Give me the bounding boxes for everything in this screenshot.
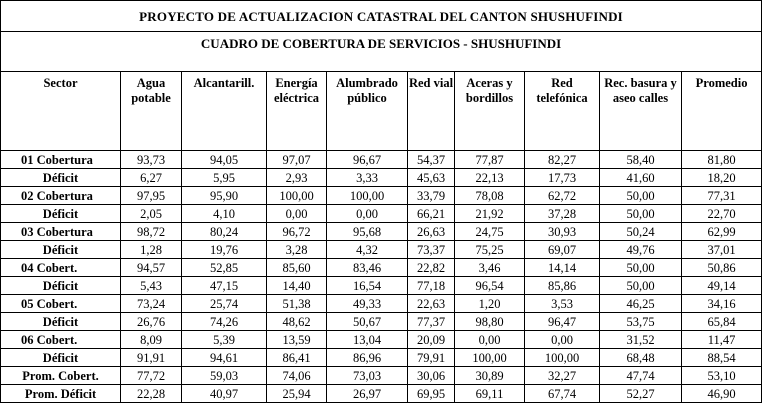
subtitle-row <box>1 32 762 72</box>
table-cell: 86,96 <box>327 349 408 367</box>
table-cell: 1,20 <box>455 295 525 313</box>
table-cell: 79,91 <box>408 349 455 367</box>
table-cell: 77,72 <box>121 367 182 385</box>
table-row <box>1 349 762 367</box>
column-header: Promedio <box>682 72 762 151</box>
table-cell: 8,09 <box>121 331 182 349</box>
table-row <box>1 277 762 295</box>
table-cell: 93,73 <box>121 151 182 169</box>
table-cell: 0,00 <box>525 331 600 349</box>
table-cell: 30,93 <box>525 223 600 241</box>
table-cell: 3,28 <box>267 241 327 259</box>
table-cell: 74,26 <box>182 313 267 331</box>
table-cell: 69,95 <box>408 385 455 403</box>
table-row <box>1 259 762 277</box>
table-row <box>1 223 762 241</box>
table-row <box>1 313 762 331</box>
table-cell: 46,25 <box>600 295 682 313</box>
table-cell: 50,24 <box>600 223 682 241</box>
table-cell: 69,07 <box>525 241 600 259</box>
table-cell: 46,90 <box>682 385 762 403</box>
table-cell: 49,33 <box>327 295 408 313</box>
row-label: 05 Cobert. <box>1 295 121 313</box>
row-label: Déficit <box>1 205 121 223</box>
table-cell: 22,13 <box>455 169 525 187</box>
table-cell: 97,95 <box>121 187 182 205</box>
row-label: Déficit <box>1 241 121 259</box>
row-label: 03 Cobertura <box>1 223 121 241</box>
row-label: 06 Cobert. <box>1 331 121 349</box>
row-label: 04 Cobert. <box>1 259 121 277</box>
table-cell: 3,53 <box>525 295 600 313</box>
column-header-row <box>1 72 762 151</box>
table-cell: 77,87 <box>455 151 525 169</box>
table-cell: 21,92 <box>455 205 525 223</box>
table-cell: 88,54 <box>682 349 762 367</box>
table-cell: 50,00 <box>600 259 682 277</box>
table-body <box>1 151 762 403</box>
table-cell: 94,57 <box>121 259 182 277</box>
table-cell: 13,04 <box>327 331 408 349</box>
document-title: PROYECTO DE ACTUALIZACION CATASTRAL DEL CANTON SHUSHUFINDI <box>1 1 762 32</box>
column-header: Aceras y bordillos <box>455 72 525 151</box>
table-cell: 22,28 <box>121 385 182 403</box>
table-cell: 67,74 <box>525 385 600 403</box>
table-cell: 74,06 <box>267 367 327 385</box>
table-row <box>1 205 762 223</box>
table-cell: 78,08 <box>455 187 525 205</box>
table-cell: 96,47 <box>525 313 600 331</box>
table-cell: 85,60 <box>267 259 327 277</box>
table-cell: 98,72 <box>121 223 182 241</box>
table-cell: 50,00 <box>600 277 682 295</box>
table-cell: 100,00 <box>327 187 408 205</box>
table-cell: 91,91 <box>121 349 182 367</box>
table-cell: 52,85 <box>182 259 267 277</box>
row-label: 02 Cobertura <box>1 187 121 205</box>
table-cell: 77,18 <box>408 277 455 295</box>
table-cell: 11,47 <box>682 331 762 349</box>
table-cell: 2,93 <box>267 169 327 187</box>
table-cell: 50,67 <box>327 313 408 331</box>
table-cell: 6,27 <box>121 169 182 187</box>
table-cell: 22,82 <box>408 259 455 277</box>
table-cell: 22,70 <box>682 205 762 223</box>
table-cell: 31,52 <box>600 331 682 349</box>
table-cell: 50,00 <box>600 205 682 223</box>
table-cell: 24,75 <box>455 223 525 241</box>
table-cell: 95,90 <box>182 187 267 205</box>
table-cell: 53,10 <box>682 367 762 385</box>
row-label: Déficit <box>1 349 121 367</box>
table-cell: 54,37 <box>408 151 455 169</box>
table-row <box>1 151 762 169</box>
table-cell: 82,27 <box>525 151 600 169</box>
table-row <box>1 187 762 205</box>
table-cell: 14,40 <box>267 277 327 295</box>
table-cell: 5,95 <box>182 169 267 187</box>
table-row <box>1 295 762 313</box>
table-cell: 26,76 <box>121 313 182 331</box>
table-cell: 0,00 <box>267 205 327 223</box>
table-cell: 3,46 <box>455 259 525 277</box>
table-cell: 45,63 <box>408 169 455 187</box>
table-cell: 81,80 <box>682 151 762 169</box>
table-row <box>1 367 762 385</box>
row-label: Prom. Cobert. <box>1 367 121 385</box>
row-label: Déficit <box>1 277 121 295</box>
table-cell: 18,20 <box>682 169 762 187</box>
table-cell: 69,11 <box>455 385 525 403</box>
table-cell: 22,63 <box>408 295 455 313</box>
table-cell: 96,72 <box>267 223 327 241</box>
table-cell: 41,60 <box>600 169 682 187</box>
table-cell: 66,21 <box>408 205 455 223</box>
table-cell: 86,41 <box>267 349 327 367</box>
table-cell: 98,80 <box>455 313 525 331</box>
row-label: Déficit <box>1 169 121 187</box>
table-cell: 53,75 <box>600 313 682 331</box>
table-cell: 40,97 <box>182 385 267 403</box>
column-header: Red vial <box>408 72 455 151</box>
table-cell: 25,74 <box>182 295 267 313</box>
table-cell: 0,00 <box>455 331 525 349</box>
table-cell: 16,54 <box>327 277 408 295</box>
column-header: Agua potable <box>121 72 182 151</box>
table-cell: 73,24 <box>121 295 182 313</box>
column-header: Rec. basura y aseo calles <box>600 72 682 151</box>
table-cell: 94,05 <box>182 151 267 169</box>
table-cell: 96,67 <box>327 151 408 169</box>
table-row <box>1 385 762 403</box>
column-header: Red telefónica <box>525 72 600 151</box>
table-cell: 30,06 <box>408 367 455 385</box>
title-row <box>1 1 762 32</box>
table-cell: 52,27 <box>600 385 682 403</box>
row-label: Déficit <box>1 313 121 331</box>
table-cell: 25,94 <box>267 385 327 403</box>
table-cell: 47,74 <box>600 367 682 385</box>
table-cell: 33,79 <box>408 187 455 205</box>
table-cell: 65,84 <box>682 313 762 331</box>
table-cell: 85,86 <box>525 277 600 295</box>
table-cell: 97,07 <box>267 151 327 169</box>
table-cell: 0,00 <box>327 205 408 223</box>
row-label: Prom. Déficit <box>1 385 121 403</box>
table-row <box>1 331 762 349</box>
table-cell: 96,54 <box>455 277 525 295</box>
table-cell: 37,01 <box>682 241 762 259</box>
table-cell: 77,37 <box>408 313 455 331</box>
table-row <box>1 241 762 259</box>
column-header: Alcantarill. <box>182 72 267 151</box>
table-cell: 95,68 <box>327 223 408 241</box>
table-cell: 83,46 <box>327 259 408 277</box>
table-cell: 2,05 <box>121 205 182 223</box>
table-cell: 50,86 <box>682 259 762 277</box>
table-subtitle: CUADRO DE COBERTURA DE SERVICIOS - SHUSHUFINDI <box>1 32 762 72</box>
table-cell: 100,00 <box>455 349 525 367</box>
table-cell: 49,76 <box>600 241 682 259</box>
table-cell: 4,10 <box>182 205 267 223</box>
table-cell: 58,40 <box>600 151 682 169</box>
table-cell: 30,89 <box>455 367 525 385</box>
table-cell: 100,00 <box>525 349 600 367</box>
table-cell: 20,09 <box>408 331 455 349</box>
column-header: Sector <box>1 72 121 151</box>
table-cell: 50,00 <box>600 187 682 205</box>
table-cell: 73,03 <box>327 367 408 385</box>
table-cell: 37,28 <box>525 205 600 223</box>
table-cell: 32,27 <box>525 367 600 385</box>
table-cell: 19,76 <box>182 241 267 259</box>
table-cell: 75,25 <box>455 241 525 259</box>
table-cell: 4,32 <box>327 241 408 259</box>
table-cell: 80,24 <box>182 223 267 241</box>
table-cell: 68,48 <box>600 349 682 367</box>
table-cell: 3,33 <box>327 169 408 187</box>
column-header: Alumbrado público <box>327 72 408 151</box>
table-cell: 51,38 <box>267 295 327 313</box>
table-cell: 26,63 <box>408 223 455 241</box>
table-cell: 13,59 <box>267 331 327 349</box>
table-cell: 62,99 <box>682 223 762 241</box>
table-cell: 17,73 <box>525 169 600 187</box>
table-cell: 47,15 <box>182 277 267 295</box>
table-cell: 1,28 <box>121 241 182 259</box>
table-cell: 34,16 <box>682 295 762 313</box>
table-cell: 94,61 <box>182 349 267 367</box>
table-cell: 62,72 <box>525 187 600 205</box>
table-cell: 77,31 <box>682 187 762 205</box>
table-cell: 73,37 <box>408 241 455 259</box>
table-cell: 26,97 <box>327 385 408 403</box>
table-cell: 100,00 <box>267 187 327 205</box>
column-header: Energía eléctrica <box>267 72 327 151</box>
table-cell: 5,43 <box>121 277 182 295</box>
table-cell: 59,03 <box>182 367 267 385</box>
row-label: 01 Cobertura <box>1 151 121 169</box>
table-row <box>1 169 762 187</box>
table-cell: 48,62 <box>267 313 327 331</box>
table-cell: 14,14 <box>525 259 600 277</box>
table-cell: 5,39 <box>182 331 267 349</box>
table-cell: 49,14 <box>682 277 762 295</box>
